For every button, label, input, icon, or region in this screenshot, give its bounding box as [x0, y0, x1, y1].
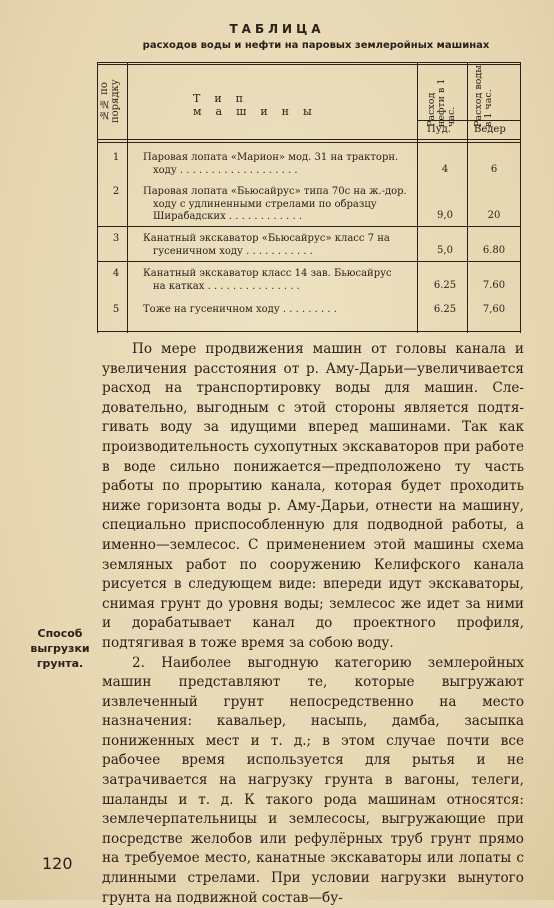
row-5-oil: 6.25 — [423, 304, 467, 315]
header-water-unit: Ведер — [474, 124, 506, 135]
header-rule-double — [97, 142, 521, 143]
paragraph-1: По мере продвижения машин от головы канала и увеличения расстояния от р. Аму-Дарьи—увеличивается расход на транспортировку воды для машин. Следовательно, выгодным с этой стороны является подтягивать воду за идущими вперед машинами. Так как производительность сухопутных экскаваторов при работе в воде сильно понижается—предположено ту часть работы по прорытию канала, которая будет проходить ниже горизонта воды р. Аму-Дарьи, отнести на машину, специально приспособленную для подводной работы, а именно—землесос. С применением этой машины схема земляных работ по сооружению Келифского канала рисуется в следующем виде: впереди идут экскаваторы, снимая грунт до уровня воды; землесос же идет за ними и дорабатывает канал до проектного профиля, подтягивая в тоже время за собою воду. — [102, 340, 524, 654]
header-water: Расход воды в 1 час. — [474, 65, 504, 127]
table-subtitle: расходов воды и нефти на паровых землеройных машинах — [96, 40, 536, 51]
header-num: №№ по порядку — [99, 70, 125, 132]
row-4-type-line-2: на катках . . . . . . . . . . . . . . . — [143, 281, 423, 294]
margin-note: Способ выгрузки грунта. — [28, 626, 92, 671]
row-4-oil: 6.25 — [423, 280, 467, 291]
row-2-type-line-3: Ширабадских . . . . . . . . . . . . — [143, 211, 423, 224]
row-2-rule — [97, 226, 521, 227]
header-rule — [97, 139, 521, 140]
row-1-type-line-2: ходу . . . . . . . . . . . . . . . . . . . — [143, 165, 423, 178]
col-rule-4 — [520, 62, 521, 333]
row-4-water: 7.60 — [469, 280, 519, 291]
col-rule-0 — [97, 62, 98, 333]
col-rule-3 — [467, 62, 468, 333]
header-type: Тип машины — [193, 92, 393, 118]
row-3-rule — [97, 261, 521, 262]
row-3-type-line-2: гусеничном ходу . . . . . . . . . . . — [143, 246, 423, 259]
header-oil: Расход нефти в 1 час. — [427, 65, 447, 127]
row-5-water: 7,60 — [469, 304, 519, 315]
page-number: 120 — [42, 854, 73, 873]
row-2-type — [143, 186, 423, 224]
row-1-water: 6 — [469, 164, 519, 175]
row-4-num: 4 — [109, 268, 123, 279]
row-1-type — [143, 152, 423, 177]
row-5-num: 5 — [109, 304, 123, 315]
row-1-num: 1 — [109, 152, 123, 163]
table-rule-bottom — [97, 331, 521, 332]
row-1-oil: 4 — [423, 164, 467, 175]
row-4-type — [143, 268, 423, 293]
row-2-num: 2 — [109, 186, 123, 197]
table-rule-top-double — [97, 64, 521, 65]
row-2-type-line-2: ходу с удлиненными стрелами по образцу — [143, 199, 423, 212]
row-3-type-line-1: Канатный экскаватор «Бьюсайрус» класс 7 на — [143, 233, 423, 246]
row-2-oil: 9,0 — [423, 210, 467, 221]
table-title: ТАБЛИЦА — [0, 22, 554, 36]
paragraph-2: 2. Наиболее выгодную категорию землеройных машин представляют те, которые выгружают извлеченный грунт непосредственно на место назначения: кавальер, насыпь, дамба, засыпка пониженных мест и т. д.; в этом случае почти все рабочее время используется для рытья и не затрачивается на нагрузку грунта в вагоны, телеги, шаланды и т. д. К такого рода машинам относятся: землечерпательницы и землесосы, выгружающие при посредстве желобов или рефулёрных труб грунт прямо на требуемое место, канатные экскаваторы или лопаты с длинными стрелами. При условии нагрузки вынутого грунта на подвижной состав—бу- — [102, 654, 524, 908]
row-3-oil: 5,0 — [423, 245, 467, 256]
row-1-type-line-1: Паровая лопата «Марион» мод. 31 на тракторн. — [143, 152, 423, 165]
row-2-water: 20 — [469, 210, 519, 221]
row-4-type-line-1: Канатный экскаватор класс 14 зав. Бьюсайрус — [143, 268, 423, 281]
water-oil-table — [97, 62, 521, 333]
header-oil-unit: Пуд. — [427, 124, 451, 135]
row-3-num: 3 — [109, 233, 123, 244]
col-rule-1 — [127, 62, 128, 333]
main-text — [102, 340, 524, 908]
row-3-type — [143, 233, 423, 258]
row-5-type-line-1: Тоже на гусеничном ходу . . . . . . . . . — [143, 304, 423, 317]
row-5-type — [143, 304, 423, 317]
row-3-water: 6.80 — [469, 245, 519, 256]
row-2-type-line-1: Паровая лопата «Бьюсайрус» типа 70с на ж.-дор. — [143, 186, 423, 199]
table-rule-top — [97, 62, 521, 63]
